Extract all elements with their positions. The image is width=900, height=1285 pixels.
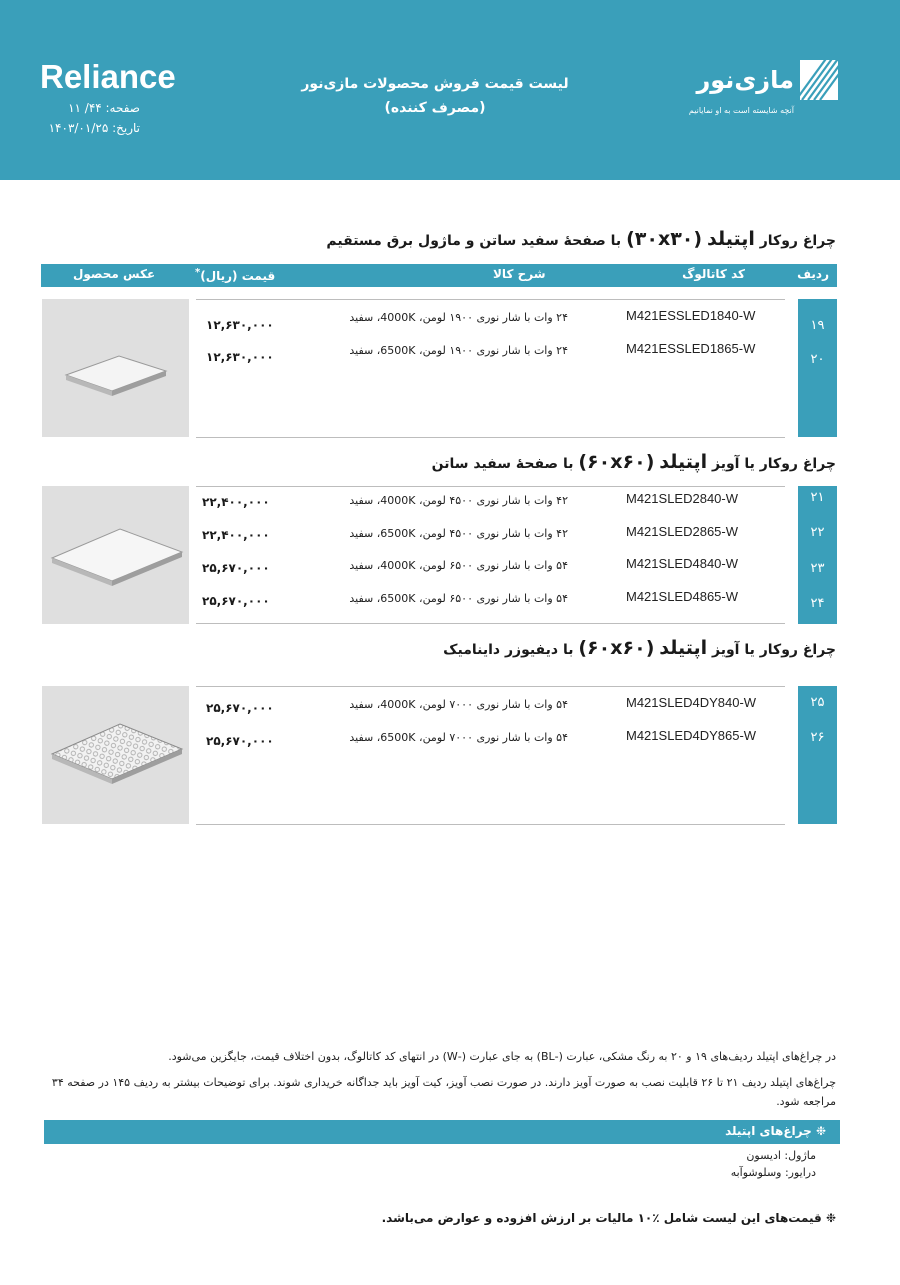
brand-title: Reliance [40,58,176,95]
item-price: ۲۲,۴۰۰,۰۰۰ [202,528,270,542]
column-header-desc: شرح کالا [493,267,546,281]
divider [196,824,785,825]
catalog-code: M421SLED4840-W [626,556,738,571]
product-image [42,686,189,824]
section-title-pre: چراغ روکار یا آویز [712,642,836,658]
section-title-post: با صفحهٔ سفید ساتن [431,456,574,472]
table-header [41,264,837,287]
divider [196,486,785,487]
row-index: ۲۱ [810,490,825,505]
catalog-code: M421SLED2865-W [626,524,738,539]
item-description: ۵۴ وات با شار نوری ۷۰۰۰ لومن، 6500K، سفید [349,731,568,744]
row-index: ۲۳ [810,561,825,576]
column-header-price [195,267,275,283]
section-title-pre: چراغ روکار [759,233,836,249]
section-title-post: با صفحهٔ سفید ساتن و ماژول برق مستقیم [326,233,622,249]
date-label: تاریخ: ۱۴۰۳/۰۱/۲۵ [48,121,140,135]
item-price: ۲۵,۶۷۰,۰۰۰ [202,594,270,608]
page-number: صفحه: ۴۴/ ۱۱ [68,101,140,115]
column-header-image: عکس محصول [73,267,156,281]
section-title-1 [326,228,836,250]
item-price: ۱۲,۶۳۰,۰۰۰ [206,350,274,364]
divider [196,623,785,624]
item-description: ۴۲ وات با شار نوری ۴۵۰۰ لومن، 6500K، سفید [349,527,568,540]
section-title-product: اپتیلد [659,451,708,473]
driver-spec: درایور: وسلوشوآبه [730,1166,816,1179]
row-index: ۲۲ [810,525,825,540]
logo-tagline: آنچه شایسته است به او نمایانیم [688,106,794,115]
section-title-3 [443,637,836,659]
document-title-line1: لیست قیمت فروش محصولات مازی‌نور [301,76,569,92]
document-title-line2: (مصرف کننده) [384,100,486,116]
note-black-variant: در چراغ‌های اپتیلد ردیف‌های ۱۹ و ۲۰ به رنگ مشکی، عبارت (-BL) به جای عبارت (-W) در انتهای کد کاتالوگ، بدون اختلاف قیمت، جایگزین می‌شود. [168,1050,836,1063]
item-description: ۵۴ وات با شار نوری ۶۵۰۰ لومن، 4000K، سفید [349,559,568,572]
item-price: ۲۵,۶۷۰,۰۰۰ [206,701,274,715]
item-description: ۵۴ وات با شار نوری ۶۵۰۰ لومن، 6500K، سفید [349,592,568,605]
section-title-dimension: (۶۰x۶۰) [578,637,655,659]
divider [196,437,785,438]
divider [196,299,785,300]
section-title-dimension: (۳۰x۳۰) [626,228,703,250]
row-index: ۲۶ [810,730,825,745]
section-title-dimension: (۶۰x۶۰) [578,451,655,473]
footer-bar-title: ❉ چراغ‌های اپتیلد [725,1124,826,1138]
logo-mark [800,60,838,100]
price-asterisk-icon: * [195,267,201,278]
catalog-code: M421SLED2840-W [626,491,738,506]
catalog-code: M421ESSLED1865-W [626,341,756,356]
product-image [42,486,189,624]
divider [196,686,785,687]
row-index: ۱۹ [810,318,825,333]
item-price: ۱۲,۶۳۰,۰۰۰ [206,318,274,332]
section-title-product: اپتیلد [706,228,755,250]
note-pendant-kit: چراغ‌های اپتیلد ردیف ۲۱ تا ۲۶ قابلیت نصب به صورت آویز دارند. در صورت نصب آویز، کیت آویز باید جداگانه خریداری شوند. برای توضیحات بیشتر به ردیف ۱۴۵ در صفحه ۳۴ مراجعه شود. [51,1076,836,1108]
ceiling-panel-icon [42,686,189,824]
product-image [42,299,189,437]
item-description: ۵۴ وات با شار نوری ۷۰۰۰ لومن، 4000K، سفید [349,698,568,711]
row-index: ۲۰ [810,352,825,367]
row-index: ۲۴ [810,596,825,611]
section-title-product: اپتیلد [659,637,708,659]
tax-note: ❉ قیمت‌های این لیست شامل ٪۱۰ مالیات بر ارزش افزوده و عوارض می‌باشد. [381,1211,836,1225]
item-price: ۲۵,۶۷۰,۰۰۰ [202,561,270,575]
column-header-price-label: قیمت (ریال) [200,269,276,283]
logo-text: مازی‌نور [696,66,794,94]
row-index: ۲۵ [810,695,825,710]
catalog-code: M421ESSLED1840-W [626,308,756,323]
item-price: ۲۵,۶۷۰,۰۰۰ [206,734,274,748]
section-title-2 [432,451,836,473]
mazinoor-logo-icon [688,60,838,122]
column-header-code: کد کاتالوگ [682,267,745,281]
catalog-code: M421SLED4865-W [626,589,738,604]
module-spec: ماژول: ادیسون [746,1149,816,1162]
item-price: ۲۲,۴۰۰,۰۰۰ [202,495,270,509]
section-title-pre: چراغ روکار یا آویز [712,456,836,472]
section-title-post: با دیفیوزر داینامیک [443,642,574,658]
catalog-code: M421SLED4DY865-W [626,728,757,743]
ceiling-panel-icon [42,486,189,624]
ceiling-panel-icon [42,299,189,437]
catalog-code: M421SLED4DY840-W [626,695,757,710]
column-header-row: ردیف [797,267,829,281]
item-description: ۴۲ وات با شار نوری ۴۵۰۰ لومن، 4000K، سفید [349,494,568,507]
document-title [300,72,570,120]
item-description: ۲۴ وات با شار نوری ۱۹۰۰ لومن، 4000K، سفید [349,311,568,324]
item-description: ۲۴ وات با شار نوری ۱۹۰۰ لومن، 6500K، سفید [349,344,568,357]
footer-bar [44,1120,840,1144]
